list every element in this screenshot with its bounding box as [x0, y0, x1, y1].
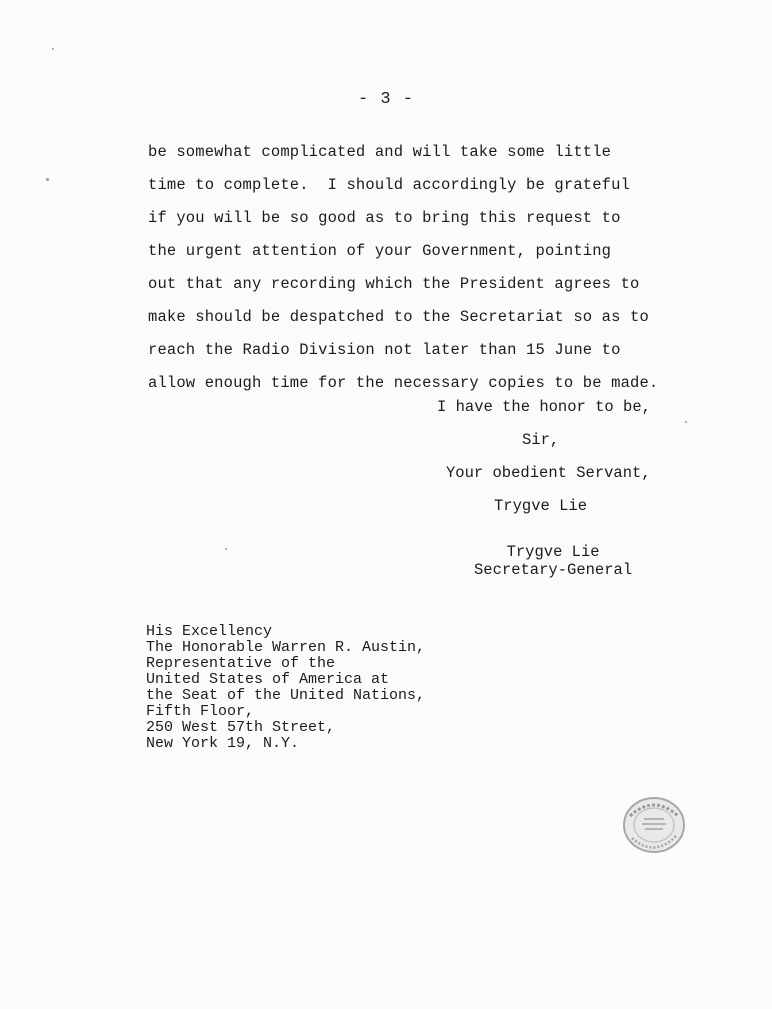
address-line: Fifth Floor, [146, 703, 255, 720]
signature-block [474, 543, 632, 579]
letter-body [148, 136, 688, 400]
paper-speck [685, 421, 687, 423]
address-line: United States of America at [146, 671, 390, 688]
salutation: Sir, [522, 431, 560, 449]
address-line: New York 19, N.Y. [146, 735, 300, 752]
signatory-name: Trygve Lie [506, 543, 600, 561]
page-number: - 3 - [357, 90, 414, 109]
body-line: if you will be so good as to bring this request to [148, 209, 621, 227]
body-line: out that any recording which the President agrees to [148, 275, 640, 293]
address-line: 250 West 57th Street, [146, 719, 336, 736]
address-line: The Honorable Warren R. Austin, [146, 639, 426, 656]
recipient-address [146, 624, 425, 752]
body-line: time to complete. I should accordingly be grateful [148, 176, 631, 194]
valediction: Your obedient Servant, [446, 464, 651, 482]
signed-name: Trygve Lie [494, 497, 588, 515]
address-line: His Excellency [146, 623, 273, 640]
body-line: make should be despatched to the Secretariat so as to [148, 308, 649, 326]
paper-speck [225, 548, 227, 550]
body-line: allow enough time for the necessary copies to be made. [148, 374, 659, 392]
body-line: be somewhat complicated and will take some little [148, 143, 612, 161]
body-line: reach the Radio Division not later than 15 June to [148, 341, 621, 359]
archive-stamp-icon [618, 796, 688, 858]
paper-speck [52, 48, 54, 50]
paper-speck [46, 178, 49, 181]
closing-line: I have the honor to be, [437, 398, 651, 416]
body-line: the urgent attention of your Government, pointing [148, 242, 612, 260]
signatory-title: Secretary-General [474, 561, 633, 579]
address-line: the Seat of the United Nations, [146, 687, 426, 704]
address-line: Representative of the [146, 655, 336, 672]
